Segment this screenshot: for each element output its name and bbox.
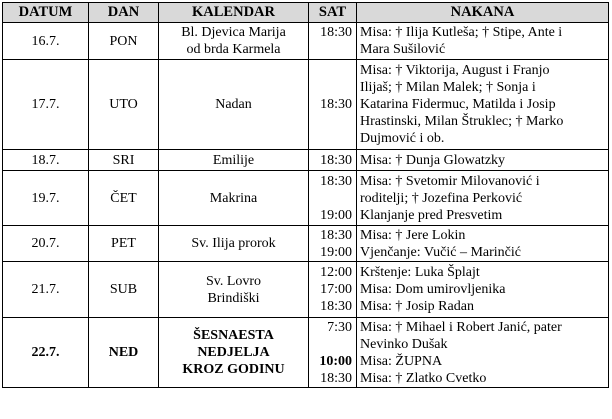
nakana-cell-line: Dujmović i ob.	[360, 131, 445, 146]
nakana-cell-line: Misa: † Viktorija, August i Franjo	[360, 63, 550, 78]
sat-cell-line	[312, 336, 352, 353]
nakana-cell-line: Ilijaš; † Milan Malek; † Sonja i	[360, 80, 536, 95]
nakana-cell-line: Mara Sušilović	[360, 42, 446, 57]
kalendar-cell	[159, 150, 309, 171]
dan-cell: SUB	[89, 262, 159, 318]
kalendar-cell-line: ŠESNAESTA	[193, 328, 274, 343]
datum-cell: 22.7.	[3, 318, 89, 388]
kalendar-cell-line: Sv. Lovro	[205, 273, 262, 289]
sat-cell-line: 12:00	[320, 265, 352, 280]
nakana-cell-line: Vjenčanje: Vučić – Marinčić	[360, 244, 521, 260]
table-row	[3, 318, 609, 388]
datum-cell: 18.7.	[3, 150, 89, 171]
dan-cell: SRI	[89, 150, 159, 171]
table-row	[3, 23, 609, 60]
sat-cell-line: 18:30	[320, 370, 352, 386]
kalendar-cell	[159, 318, 309, 388]
sat-cell-line	[312, 190, 352, 207]
sat-cell-line: 7:30	[327, 319, 352, 335]
sat-cell	[309, 318, 357, 388]
kalendar-cell	[159, 262, 309, 318]
sat-cell-line: 18:30	[320, 152, 352, 168]
nakana-cell-line: Misa: † Zlatko Cvetko	[360, 370, 487, 386]
nakana-cell-line: Misa: ŽUPNA	[360, 353, 443, 369]
sat-cell-line: 18:30	[320, 227, 352, 243]
kalendar-cell-line: KROZ GODINU	[182, 362, 285, 377]
nakana-cell-line: Katarina Fidermuc, Matilda i Josip	[360, 97, 556, 112]
table-row	[3, 226, 609, 262]
table-row	[3, 262, 609, 318]
dan-cell: PET	[89, 226, 159, 262]
kalendar-cell-line: Emilije	[212, 152, 255, 168]
kalendar-cell-line: Sv. Ilija prorok	[191, 236, 276, 251]
nakana-cell	[357, 262, 609, 318]
sat-cell	[309, 60, 357, 150]
sat-cell	[309, 23, 357, 60]
nakana-cell-line: Misa: † Svetomir Milovanović i	[360, 173, 540, 189]
kalendar-cell-line: Makrina	[209, 190, 258, 206]
schedule-body	[3, 23, 609, 388]
dan-cell: NED	[89, 318, 159, 388]
kalendar-cell	[159, 60, 309, 150]
kalendar-cell-line: NEDJELJA	[197, 345, 270, 360]
header-sat: SAT	[309, 3, 357, 23]
dan-cell: ČET	[89, 171, 159, 226]
sat-cell-line: 19:00	[320, 207, 352, 223]
header-dan: DAN	[89, 3, 159, 23]
datum-cell: 17.7.	[3, 60, 89, 150]
sat-cell	[309, 226, 357, 262]
sat-cell	[309, 262, 357, 318]
nakana-cell	[357, 171, 609, 226]
nakana-cell-line: Misa: † Mihael i Robert Janić, pater	[360, 319, 562, 335]
nakana-cell-line: Hrastinski, Milan Štruklec; † Marko	[360, 114, 564, 129]
sat-cell-line: 19:00	[320, 244, 352, 260]
sat-cell	[309, 171, 357, 226]
nakana-cell-line: Misa: Dom umirovljenika	[360, 282, 506, 297]
datum-cell: 19.7.	[3, 171, 89, 226]
dan-cell: PON	[89, 23, 159, 60]
table-row	[3, 60, 609, 150]
kalendar-cell-line: Nadan	[215, 97, 252, 112]
mass-schedule-table	[2, 2, 609, 388]
sat-cell-line: 18:30	[320, 25, 352, 40]
nakana-cell-line: roditelji; † Jozefina Perković	[360, 190, 523, 206]
nakana-cell	[357, 226, 609, 262]
nakana-cell	[357, 318, 609, 388]
table-row	[3, 150, 609, 171]
sat-cell-line: 18:30	[320, 173, 352, 189]
header-row	[3, 3, 609, 23]
kalendar-cell	[159, 23, 309, 60]
nakana-cell-line: Misa: † Ilija Kutleša; † Stipe, Ante i	[360, 25, 563, 40]
nakana-cell-line: Misa: † Jere Lokin	[360, 227, 466, 243]
header-kalendar: KALENDAR	[159, 3, 309, 23]
sat-cell-line: 17:00	[320, 282, 352, 297]
header-nakana: NAKANA	[357, 3, 609, 23]
kalendar-cell-line: Bl. Djevica Marija	[181, 25, 286, 40]
datum-cell: 16.7.	[3, 23, 89, 60]
sat-cell-line	[312, 41, 352, 58]
dan-cell: UTO	[89, 60, 159, 150]
kalendar-cell-line: Brindiški	[207, 290, 260, 306]
nakana-cell-line: Krštenje: Luka Šplajt	[360, 265, 480, 280]
table-row	[3, 171, 609, 226]
kalendar-cell	[159, 171, 309, 226]
nakana-cell	[357, 23, 609, 60]
kalendar-cell	[159, 226, 309, 262]
sat-cell-line: 18:30	[320, 97, 352, 112]
nakana-cell-line: Klanjanje pred Presvetim	[360, 207, 503, 223]
nakana-cell-line: Misa: † Dunja Glowatzky	[360, 152, 506, 168]
nakana-cell	[357, 150, 609, 171]
header-datum: DATUM	[3, 3, 89, 23]
sat-cell-line: 10:00	[319, 353, 352, 369]
datum-cell: 21.7.	[3, 262, 89, 318]
nakana-cell	[357, 60, 609, 150]
nakana-cell-line: Nevinko Dušak	[360, 336, 448, 352]
nakana-cell-line: Misa: † Josip Radan	[360, 299, 474, 314]
sat-cell	[309, 150, 357, 171]
sat-cell-line: 18:30	[320, 299, 352, 314]
datum-cell: 20.7.	[3, 226, 89, 262]
kalendar-cell-line: od brda Karmela	[186, 42, 281, 57]
